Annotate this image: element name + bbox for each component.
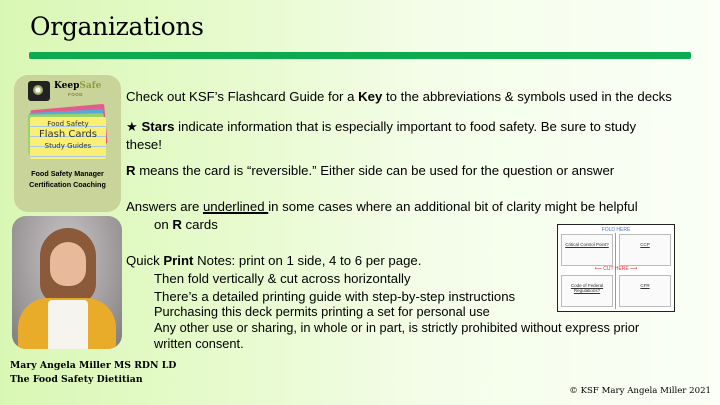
card-front [30,117,106,159]
caption-line-1: Food Safety Manager [31,169,104,178]
title-underline-bar [29,52,691,59]
print-sub-3: Purchasing this deck permits printing a set for personal use [154,304,490,319]
author-photo [12,216,122,349]
print-sub-2: There’s a detailed printing guide with step-by-step instructions [154,289,516,304]
r-bold: R [172,217,182,232]
ksf-logo-card [14,75,121,212]
safe-dial-icon [28,81,50,101]
cut-here-label: ⟵ CUT HERE ⟶ [594,266,638,272]
photo-face [50,242,86,286]
photo-apron [48,300,88,349]
underline-note [126,198,638,216]
flash-cards-image [26,105,110,161]
panel-text: Critical Control Point? [565,242,609,247]
print-sub-1: Then fold vertically & cut across horizontally [154,271,411,286]
panel-text: CCP [640,242,650,247]
diagram-panel [619,275,671,307]
r-bold: R [126,163,136,178]
star-icon: ★ [126,119,142,134]
card-line-1: Food Safety [47,120,89,128]
print-note [126,252,421,270]
stars-note-cont: these! [126,137,162,152]
text: in some cases where an additional bit of clarity might be helpful [268,199,638,214]
brand-safe: Safe [79,81,102,91]
brand-sub: FOOD [68,92,83,97]
author-name: Mary Angela Miller MS RDN LD [10,360,177,371]
keepsafe-logo [28,81,108,103]
text: indicate information that is especially important to food safety. Be sure to study [174,119,637,134]
print-sub-4: Any other use or sharing, in whole or in part, is strictly prohibited without express prior [154,320,640,335]
card-line-3: Study Guides [44,142,92,150]
panel-text: CFR [640,283,650,288]
text: Quick [126,253,164,268]
page-title: Organizations [30,12,204,41]
text: Notes: print on 1 side, 4 to 6 per page. [193,253,422,268]
author-tagline: The Food Safety Dietitian [10,374,143,385]
copyright-footer: © KSF Mary Angela Miller 2021 [569,386,711,396]
brand-name [54,81,101,91]
diagram-panel [561,275,613,307]
fold-here-label: FOLD HERE [601,227,631,233]
print-sub-4-cont: written consent. [154,336,244,351]
diagram-panel [619,234,671,266]
key-bold: Key [358,89,383,104]
panel-text: Code of Federal Regulations? [570,283,604,293]
text: Check out KSF’s Flashcard Guide for a [126,89,359,104]
author-signature [10,359,176,387]
card-line-2: Flash Cards [39,129,97,140]
print-bold: Print [163,253,194,268]
diagram-panel [561,234,613,266]
logo-caption [14,168,121,190]
underline-note-cont [154,216,218,234]
text: cards [181,217,218,232]
caption-line-2: Certification Coaching [29,180,106,189]
text: Answers are [126,199,203,214]
reversible-note [126,162,614,180]
text: means the card is “reversible.” Either side can be used for the question or answer [135,163,615,178]
brand-keep: Keep [54,81,80,91]
underlined-word: underlined [202,199,269,214]
key-note [126,88,672,106]
text: on [154,217,173,232]
text: to the abbreviations & symbols used in the decks [382,89,672,104]
stars-bold: Stars [141,119,175,134]
stars-note [126,118,636,136]
print-layout-diagram [557,224,675,312]
